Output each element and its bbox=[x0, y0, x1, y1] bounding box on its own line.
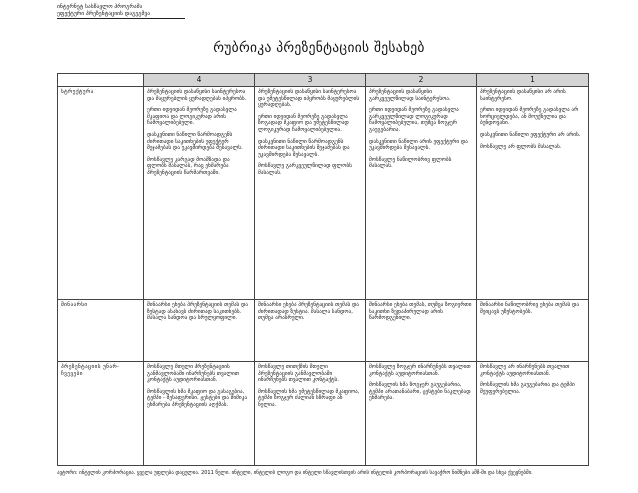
descriptor-text: დასკვნითი ნაწილი ეფექტური არ არის. bbox=[480, 131, 581, 138]
descriptor-text: ერთი იდეიდან მეორეზე გადასვლა არ ხორციელდება, ან მოუქნელია და ბუნდოვანი. bbox=[480, 107, 579, 127]
descriptor-text: მოსწავლის ხმა გაუგებარია და ტემპი შეუფერებელია. bbox=[480, 382, 575, 395]
descriptor-text: ერთი იდეიდან მეორეზე გადასვლა მკაფიოა და ლოგიკურად არის ჩამოყალიბებული. bbox=[147, 107, 237, 127]
descriptor-text: მოსწავლის ხმა მკაფიო და გასაგებია, ტემპი - შესაფერისი. ჟესტები და მიმიკა ეხმარება პრეზენტაციის აღქმას. bbox=[147, 388, 248, 408]
descriptor-text: პრეზენტაციის დასაწყისი საინტერესოა და მაყურებლის ყურადღებას იპყრობს. bbox=[147, 89, 247, 102]
header-divider bbox=[57, 18, 185, 19]
header-cell-score-4: 4 bbox=[144, 74, 255, 87]
descriptor-text: მოსწავლე არ ფლობს მასალას. bbox=[480, 143, 562, 150]
descriptor-text: მოსწავლე მთელი პრეზენტაციის განმავლობაში ინარჩუნებს თვალით კონტაქტს აუდიტორიასთან. bbox=[147, 364, 239, 384]
descriptor-text: შინაარსი ეხება პრეზენტაციის თემას და ძირითადად ზუსტია. მასალა სანდოა, თუმცა არასრული. bbox=[258, 302, 359, 322]
descriptor-text: პრეზენტაციის დასაწყისი საინტერესოა და უმეტესწილად იპყრობს მაყურებლის ყურადღებას. bbox=[258, 89, 360, 109]
descriptor-text: მოსწავლე კარგად მოამზადა და ფლობს მასალას, რაც ეხმარება პრეზენტაციის წარმართვაში. bbox=[147, 156, 230, 176]
descriptor-cell bbox=[477, 87, 589, 300]
table-row-content bbox=[58, 300, 589, 362]
document-header bbox=[57, 4, 150, 18]
descriptor-text: შინაარსი ნაწილობრივ ეხება თემას და შეიცავს უზუსტობებს. bbox=[480, 302, 580, 315]
copyright-footer: ავტორი: ინტელის კორპორაცია. ყველა უფლება დაცულია. 2011 წელი. ინტელი, ინტელის ლოგო და ინტელი სწავლისთვის არის ინტელის კორპორაციის სავაჭრო ნიშნები აშშ-ში და სხვა ქვეყნებში. bbox=[57, 470, 533, 476]
rubric-table bbox=[57, 73, 589, 466]
descriptor-text: დასკვნითი ნაწილი წარმოადგენს ძირითადი საკითხების შეჯამებას და უკავშირდება შესავალს. bbox=[258, 138, 350, 158]
header-cell-score-1: 1 bbox=[477, 74, 589, 87]
descriptor-text: მოსწავლე გარკვეულწილად ფლობს მასალას. bbox=[258, 163, 352, 176]
descriptor-text: მოსწავლე თითქმის მთელი პრეზენტაციის განმავლობაში ინარჩუნებს თვალით კონტაქტს. bbox=[258, 364, 339, 384]
descriptor-text: მოსწავლის ხმა ზოგჯერ გაუგებარია, ტემპი არათანაბარი, ჟესტები ნაკლებად ეხმარება. bbox=[369, 382, 471, 402]
descriptor-cell bbox=[366, 87, 477, 300]
table-row-structure bbox=[58, 87, 589, 300]
header-cell-score-2: 2 bbox=[366, 74, 477, 87]
criterion-cell: პრეზენტაციის უნარ-ჩვევები bbox=[58, 362, 144, 466]
page-title: რუბრიკა პრეზენტაციის შესახებ bbox=[213, 40, 425, 56]
header-cell-blank bbox=[58, 74, 144, 87]
table-row-presentation-skills bbox=[58, 362, 589, 466]
descriptor-cell bbox=[255, 300, 366, 362]
criterion-cell: სტრუქტურა bbox=[58, 87, 144, 300]
descriptor-cell bbox=[255, 87, 366, 300]
rubric-table-container bbox=[57, 73, 588, 466]
descriptor-text: შინაარსი ეხება პრეზენტაციის თემას და ზუსტად ასახავს ძირითად საკითხებს. მასალა სანდოა და სრულყოფილი. bbox=[147, 302, 248, 322]
criterion-cell: შინაარსი bbox=[58, 300, 144, 362]
descriptor-text: დასკვნითი ნაწილი წარმოადგენს ძირითადი საკითხების ეფექტურ შეჯამებას და უკავშირდება შესავალს. bbox=[147, 131, 243, 152]
table-header-row bbox=[58, 74, 589, 87]
descriptor-cell bbox=[144, 300, 255, 362]
descriptor-cell bbox=[477, 300, 589, 362]
descriptor-text: მოსწავლის ხმა უმეტესწილად მკაფიოა, ტემპი ზოგჯერ ძალიან სწრაფი ან ნელია. bbox=[258, 388, 360, 408]
descriptor-cell bbox=[144, 87, 255, 300]
descriptor-text: პრეზენტაციის დასაწყისი არ არის საინტერესო. bbox=[480, 89, 566, 102]
descriptor-text: შინაარსი ეხება თემას, თუმცა ზოგიერთი საკითხი ზედაპირულად არის წარმოდგენილი. bbox=[369, 302, 472, 322]
descriptor-cell bbox=[366, 300, 477, 362]
descriptor-cell bbox=[366, 362, 477, 466]
descriptor-text: დასკვნითი ნაწილი არის ეფექტური და უკავშირდება შესავალს. bbox=[369, 138, 468, 152]
descriptor-text: ერთი იდეიდან მეორეზე გადასვლა გარკვეულწილად ლოგიკურად ჩამოყალიბებულია, თუმცა ზოგჯერ გაუგებარია. bbox=[369, 107, 459, 133]
descriptor-cell bbox=[144, 362, 255, 466]
descriptor-text: მოსწავლე ზოგჯერ ინარჩუნებს თვალით კონტაქტს აუდიტორიასთან. bbox=[369, 364, 471, 377]
descriptor-cell bbox=[477, 362, 589, 466]
descriptor-text: პრეზენტაციის დასაწყისი გარკვეულწილად საინტერესოა. bbox=[369, 89, 451, 102]
header-cell-score-3: 3 bbox=[255, 74, 366, 87]
header-unit-name: ეფექტური პრეზენტაციის დაგეგმვა bbox=[57, 11, 151, 17]
descriptor-text: ერთი იდეიდან მეორეზე გადასვლა ზოგადად მკაფიო და უმეტესწილად ლოგიკურად ჩამოყალიბებულია. bbox=[258, 113, 349, 133]
header-program-name: ინტერნეტ სასწავლო პროგრამა bbox=[57, 4, 143, 10]
descriptor-cell bbox=[255, 362, 366, 466]
descriptor-text: მოსწავლე ნაწილობრივ ფლობს მასალას. bbox=[369, 156, 452, 170]
descriptor-text: მოსწავლე არ ინარჩუნებს თვალით კონტაქტს აუდიტორიასთან. bbox=[480, 364, 570, 377]
